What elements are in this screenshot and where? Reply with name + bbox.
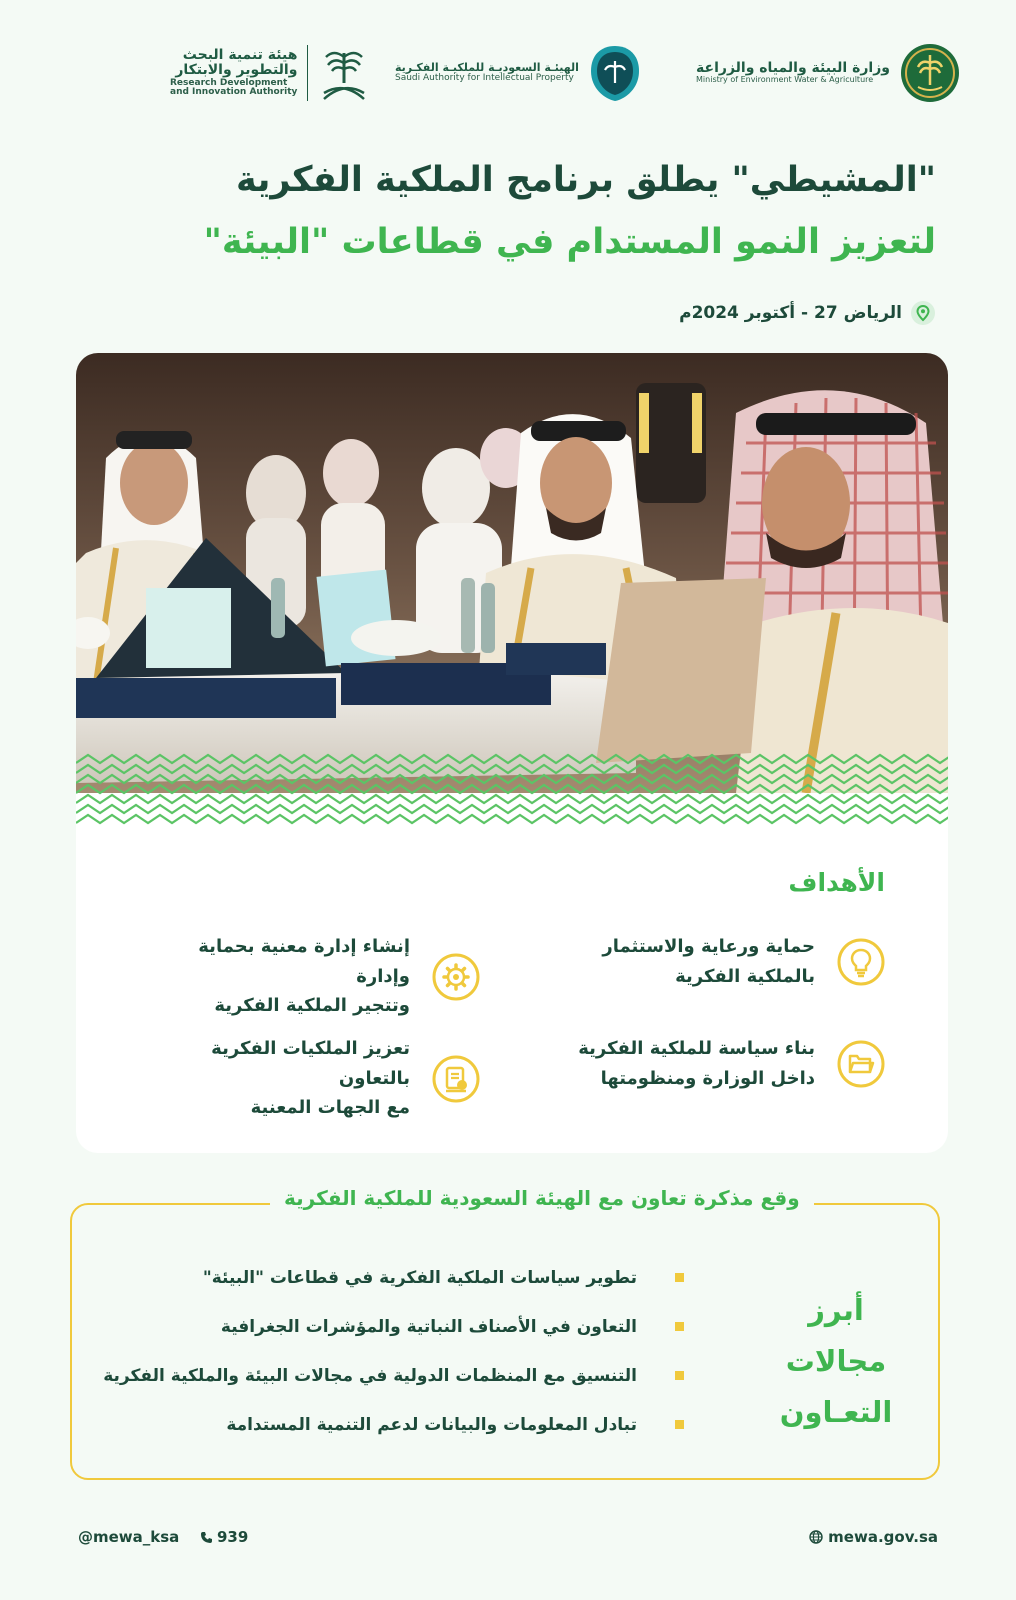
bullet-icon	[675, 1420, 684, 1429]
phone-contact[interactable]	[200, 1528, 248, 1546]
rdia-name-en-2: and Innovation Authority	[170, 87, 298, 98]
partner-logos	[170, 38, 960, 108]
mewa-name-ar: وزارة البيئة والمياه والزراعة	[696, 59, 890, 76]
lightbulb-icon	[837, 938, 885, 986]
goal-line: إنشاء إدارة معنية بحماية وإدارة	[198, 936, 410, 987]
goal-line: بالملكية الفكرية	[675, 965, 815, 987]
headline-line-1: "المشيطي" يطلق برنامج الملكية الفكرية	[236, 160, 936, 200]
cooperation-title: وقع مذكرة تعاون مع الهيئة السعودية للملكية الفكرية	[270, 1186, 814, 1210]
goal-line: بناء سياسة للملكية الفكرية	[578, 1038, 815, 1059]
decorative-waves	[76, 753, 948, 843]
bullet-icon	[675, 1322, 684, 1331]
goal-line: وتتجير الملكية الفكرية	[214, 995, 410, 1017]
social-handle[interactable]: @mewa_ksa	[78, 1528, 180, 1546]
saip-logo	[395, 38, 643, 108]
location-pin-icon	[910, 300, 936, 326]
bullet-icon	[675, 1371, 684, 1380]
event-photo	[76, 353, 948, 793]
palm-swords-icon	[318, 43, 370, 103]
date-text: الرياض 27 - أكتوبر 2024م	[679, 303, 902, 323]
goals-title: الأهداف	[788, 868, 885, 897]
goal-item	[148, 932, 480, 1021]
cooperation-label	[756, 1285, 916, 1437]
rdia-divider	[307, 45, 308, 101]
goal-text	[553, 1034, 815, 1093]
saip-emblem-icon	[587, 43, 643, 103]
globe-icon	[809, 1530, 823, 1544]
list-item-text: التعاون في الأصناف النباتية والمؤشرات الجغرافية	[220, 1316, 637, 1337]
headline-line-2: لتعزيز النمو المستدام في قطاعات "البيئة"	[203, 222, 936, 262]
bullet-icon	[675, 1273, 684, 1282]
goal-line: حماية ورعاية والاستثمار	[602, 936, 815, 957]
rdia-logo	[170, 38, 370, 108]
mewa-logo	[696, 38, 960, 108]
website-url: mewa.gov.sa	[828, 1528, 938, 1546]
list-item	[84, 1400, 684, 1449]
goal-line: مع الجهات المعنية	[250, 1097, 410, 1119]
list-item-text: التنسيق مع المنظمات الدولية في مجالات البيئة والملكية الفكرية	[103, 1365, 637, 1386]
rdia-name-ar-1: هيئة تنمية البحث	[182, 46, 298, 63]
list-item	[84, 1302, 684, 1351]
document-icon	[432, 1055, 480, 1103]
gear-icon	[432, 953, 480, 1001]
cooperation-label-line: التعـاون	[779, 1394, 893, 1429]
mewa-name-en: Ministry of Environment Water & Agriculture	[696, 75, 874, 85]
rdia-name-en-1: Research Development	[170, 77, 288, 88]
phone-number: 939	[217, 1528, 249, 1546]
location-date	[679, 300, 936, 326]
mewa-emblem-icon	[900, 43, 960, 103]
goal-item	[553, 932, 885, 991]
goal-text	[148, 932, 410, 1021]
goal-line: تعزيز الملكيات الفكرية بالتعاون	[211, 1038, 410, 1089]
saip-name-ar: الهيئـة السعوديـة للملكيـة الفكـرية	[395, 61, 579, 74]
saip-name-en: Saudi Authority for Intellectual Property	[395, 73, 574, 84]
footer	[78, 1528, 938, 1552]
list-item-text: تطوير سياسات الملكية الفكرية في قطاعات "البيئة"	[202, 1267, 637, 1288]
cooperation-label-line: أبرز مجالات	[785, 1293, 887, 1378]
list-item-text: تبادل المعلومات والبيانات لدعم التنمية المستدامة	[226, 1414, 637, 1435]
photo-goals-card	[76, 353, 948, 1153]
goal-item	[148, 1034, 480, 1123]
list-item	[84, 1351, 684, 1400]
cooperation-list	[84, 1253, 684, 1449]
goal-item	[553, 1034, 885, 1093]
website-link[interactable]	[809, 1528, 938, 1546]
goal-line: داخل الوزارة ومنظومتها	[600, 1067, 815, 1089]
goal-text	[148, 1034, 410, 1123]
phone-icon	[200, 1531, 213, 1544]
rdia-name-ar-2: والتطوير والابتكار	[175, 62, 298, 79]
goal-text	[553, 932, 815, 991]
folder-icon	[837, 1040, 885, 1088]
list-item	[84, 1253, 684, 1302]
